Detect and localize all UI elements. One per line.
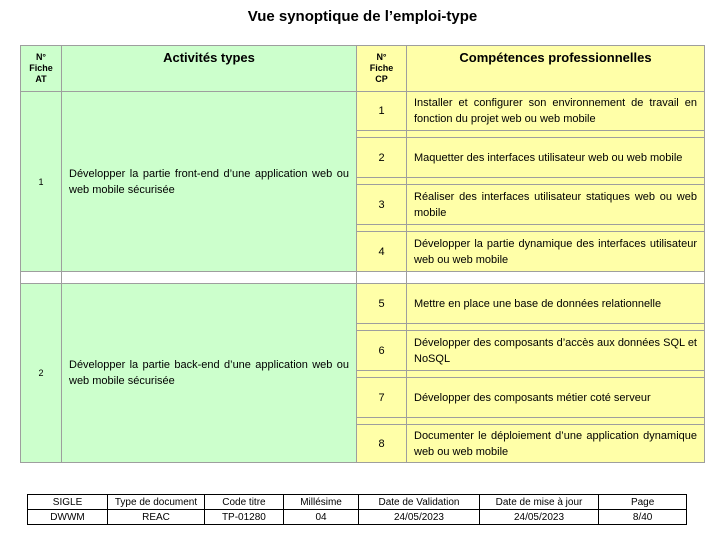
header-activites-label: Activités types [163, 50, 255, 65]
competence-label [406, 137, 705, 178]
footer-header-row [28, 495, 687, 510]
footer-value-cell: 04 [283, 510, 358, 525]
competence-label-text: Développer la partie dynamique des interfaces utilisateur web ou web mobile [414, 237, 697, 266]
header-activites [61, 45, 357, 92]
competence-label-text: Mettre en place une base de données relationnelle [414, 297, 662, 310]
header-fiche-cp-line-3: CP [375, 74, 388, 84]
header-fiche-cp [356, 45, 407, 92]
competence-label [406, 424, 705, 463]
synoptic-table [20, 45, 705, 463]
footer-value-row [28, 510, 687, 525]
competence-label [406, 283, 705, 324]
footer-header-cell: Code titre [204, 495, 283, 510]
header-fiche-at [20, 45, 62, 92]
footer-value-cell: 24/05/2023 [359, 510, 480, 525]
activity-label [61, 91, 357, 272]
competence-label-text: Installer et configurer son environnement de travail en fonction du projet web ou web mobile [414, 97, 697, 125]
competence-number: 4 [356, 231, 407, 272]
page-title: Vue synoptique de l’emploi-type [247, 8, 478, 25]
competence-label-text: Réaliser des interfaces utilisateur statiques web ou web mobile [414, 190, 697, 219]
competence-number: 1 [356, 91, 407, 131]
footer-value-cell: DWWM [28, 510, 108, 525]
footer-value-cell: 8/40 [599, 510, 687, 525]
competence-number: 5 [356, 283, 407, 324]
competence-number: 2 [356, 137, 407, 178]
header-competences-label: Compétences professionnelles [459, 50, 652, 65]
footer-table [27, 494, 687, 525]
header-fiche-cp-line-1: N° [376, 52, 387, 62]
footer-value-cell: REAC [108, 510, 205, 525]
competence-label [406, 231, 705, 272]
competence-number: 6 [356, 330, 407, 371]
footer-header-cell: SIGLE [28, 495, 108, 510]
footer-header-cell: Page [599, 495, 687, 510]
header-competences [406, 45, 705, 92]
activity-label [61, 283, 357, 463]
header-fiche-at-line-3: AT [35, 74, 47, 84]
header-fiche-at-line-1: N° [35, 52, 47, 62]
activity-number: 2 [20, 283, 62, 463]
footer-header-cell: Millésime [283, 495, 358, 510]
footer-value-cell: 24/05/2023 [479, 510, 599, 525]
competence-label [406, 91, 705, 131]
header-fiche-cp-line-2: Fiche [369, 63, 394, 73]
competence-label [406, 184, 705, 225]
footer-header-cell: Date de mise à jour [479, 495, 599, 510]
competence-label [406, 330, 705, 371]
footer-header-cell: Date de Validation [359, 495, 480, 510]
footer-value-cell: TP-01280 [204, 510, 283, 525]
header-fiche-at-line-2: Fiche [29, 63, 53, 73]
competence-label-text: Maquetter des interfaces utilisateur web ou web mobile [414, 151, 683, 164]
activity-number: 1 [20, 91, 62, 272]
competence-number: 3 [356, 184, 407, 225]
competence-number: 8 [356, 424, 407, 463]
footer-header-cell: Type de document [108, 495, 205, 510]
competence-label-text: Développer des composants d’accès aux données SQL et NoSQL [414, 336, 697, 365]
competence-label-text: Documenter le déploiement d’une application dynamique web ou web mobile [414, 429, 697, 458]
activity-label-text: Développer la partie front-end d’une application web ou web mobile sécurisée [69, 167, 349, 196]
competence-number: 7 [356, 377, 407, 418]
competence-label-text: Développer des composants métier coté serveur [414, 391, 651, 404]
competence-label [406, 377, 705, 418]
activity-label-text: Développer la partie back-end d’une application web ou web mobile sécurisée [69, 359, 349, 387]
